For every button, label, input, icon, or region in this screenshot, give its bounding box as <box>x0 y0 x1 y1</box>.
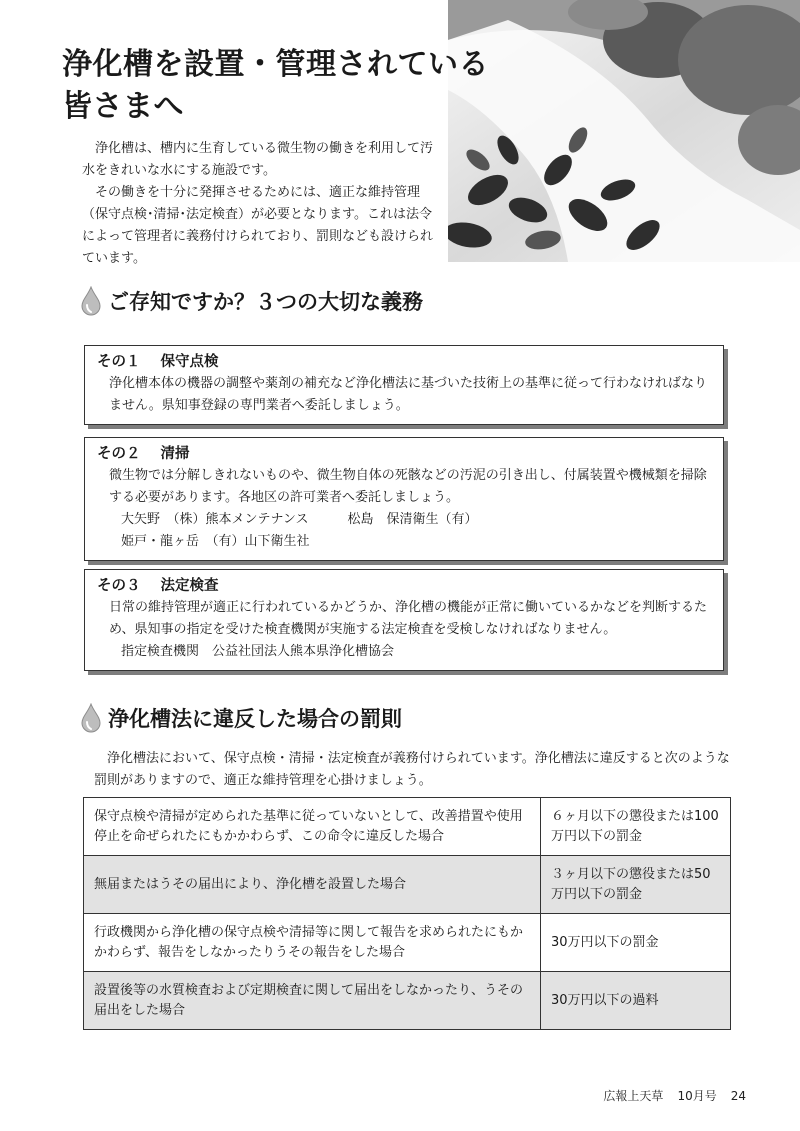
violation-cell: 行政機関から浄化槽の保守点検や清掃等に関して報告を求められたにもかかわらず、報告をしなかったりうその報告をした場合 <box>84 914 541 972</box>
duty-name: 保守点検 <box>160 354 219 370</box>
table-row <box>84 856 731 914</box>
penalty-cell: 30万円以下の罰金 <box>541 914 731 972</box>
duty-title <box>97 351 711 373</box>
stream-photo <box>448 0 800 262</box>
penalty-cell: ６ヶ月以下の懲役または100万円以下の罰金 <box>541 798 731 856</box>
section-heading-duties <box>80 286 423 316</box>
section-heading-penalties <box>80 703 402 733</box>
duty-description: 微生物では分解しきれないものや、微生物自体の死骸などの汚泥の引き出し、付属装置や機械類を掃除する必要があります。各地区の許可業者へ委託しましょう。 <box>109 468 707 505</box>
duty-title <box>97 575 711 597</box>
water-drop-icon <box>80 703 102 733</box>
duty-name: 法定検査 <box>160 578 219 594</box>
table-row <box>84 914 731 972</box>
table-row <box>84 798 731 856</box>
title-line-1: 浄化槽を設置・管理されている <box>62 47 489 82</box>
page-title <box>62 44 489 128</box>
duty-number: その３ <box>97 578 141 594</box>
contractor-line: 姫戸・龍ヶ岳 （有）山下衛生社 <box>121 534 310 549</box>
duty-box-1 <box>84 345 724 425</box>
title-line-2: 皆さまへ <box>62 89 184 124</box>
intro-paragraph: 浄化槽は、槽内に生育している微生物の働きを利用して汚水をきれいな水にする施設です。 <box>82 141 434 178</box>
contractor-line: 大矢野 （株）熊本メンテナンス 松島 保清衛生（有） <box>121 512 478 527</box>
violation-cell: 無届またはうその届出により、浄化槽を設置した場合 <box>84 856 541 914</box>
inspection-agency-line: 指定検査機関 公益社団法人熊本県浄化槽協会 <box>121 644 395 659</box>
duty-number: その２ <box>97 446 141 462</box>
duty-description: 日常の維持管理が適正に行われているかどうか、浄化槽の機能が正常に働いているかなどを判断するため、県知事の指定を受けた検査機関が実施する法定検査を受検しなければなりません。 <box>109 600 708 637</box>
duty-title <box>97 443 711 465</box>
penalty-intro-text: 浄化槽法において、保守点検・清掃・法定検査が義務付けられています。浄化槽法に違反すると次のような罰則がありますので、適正な維持管理を心掛けましょう。 <box>94 751 730 788</box>
page-number: 24 <box>730 1089 746 1103</box>
duty-number: その１ <box>97 354 141 370</box>
section-heading-penalties-text: 浄化槽法に違反した場合の罰則 <box>108 707 402 731</box>
duty-box-3 <box>84 569 724 671</box>
penalty-cell: ３ヶ月以下の懲役または50万円以下の罰金 <box>541 856 731 914</box>
table-row <box>84 972 731 1030</box>
page-footer <box>589 1087 746 1104</box>
intro-text <box>82 138 442 270</box>
violation-cell: 保守点検や清掃が定められた基準に従っていないとして、改善措置や使用停止を命ぜられたにもかかわらず、この命令に違反した場合 <box>84 798 541 856</box>
penalty-cell: 30万円以下の過料 <box>541 972 731 1030</box>
violation-cell: 設置後等の水質検査および定期検査に関して届出をしなかったり、うその届出をした場合 <box>84 972 541 1030</box>
intro-paragraph: その働きを十分に発揮させるためには、適正な維持管理（保守点検･清掃･法定検査）が必要となります。これは法令によって管理者に義務付けられており、罰則なども設けられています。 <box>82 185 434 266</box>
section-heading-duties-text: ご存知ですか？３つの大切な義務 <box>108 290 423 314</box>
penalty-table <box>83 797 731 1030</box>
water-drop-icon <box>80 286 102 316</box>
issue-label: 10月号 <box>677 1089 717 1103</box>
duty-description: 浄化槽本体の機器の調整や薬剤の補充など浄化槽法に基づいた技術上の基準に従って行わなければなりません。県知事登録の専門業者へ委託しましょう。 <box>109 376 708 413</box>
penalty-intro <box>94 748 734 792</box>
duty-box-2 <box>84 437 724 561</box>
publication-name: 広報上天草 <box>603 1089 664 1103</box>
duty-name: 清掃 <box>160 446 190 462</box>
